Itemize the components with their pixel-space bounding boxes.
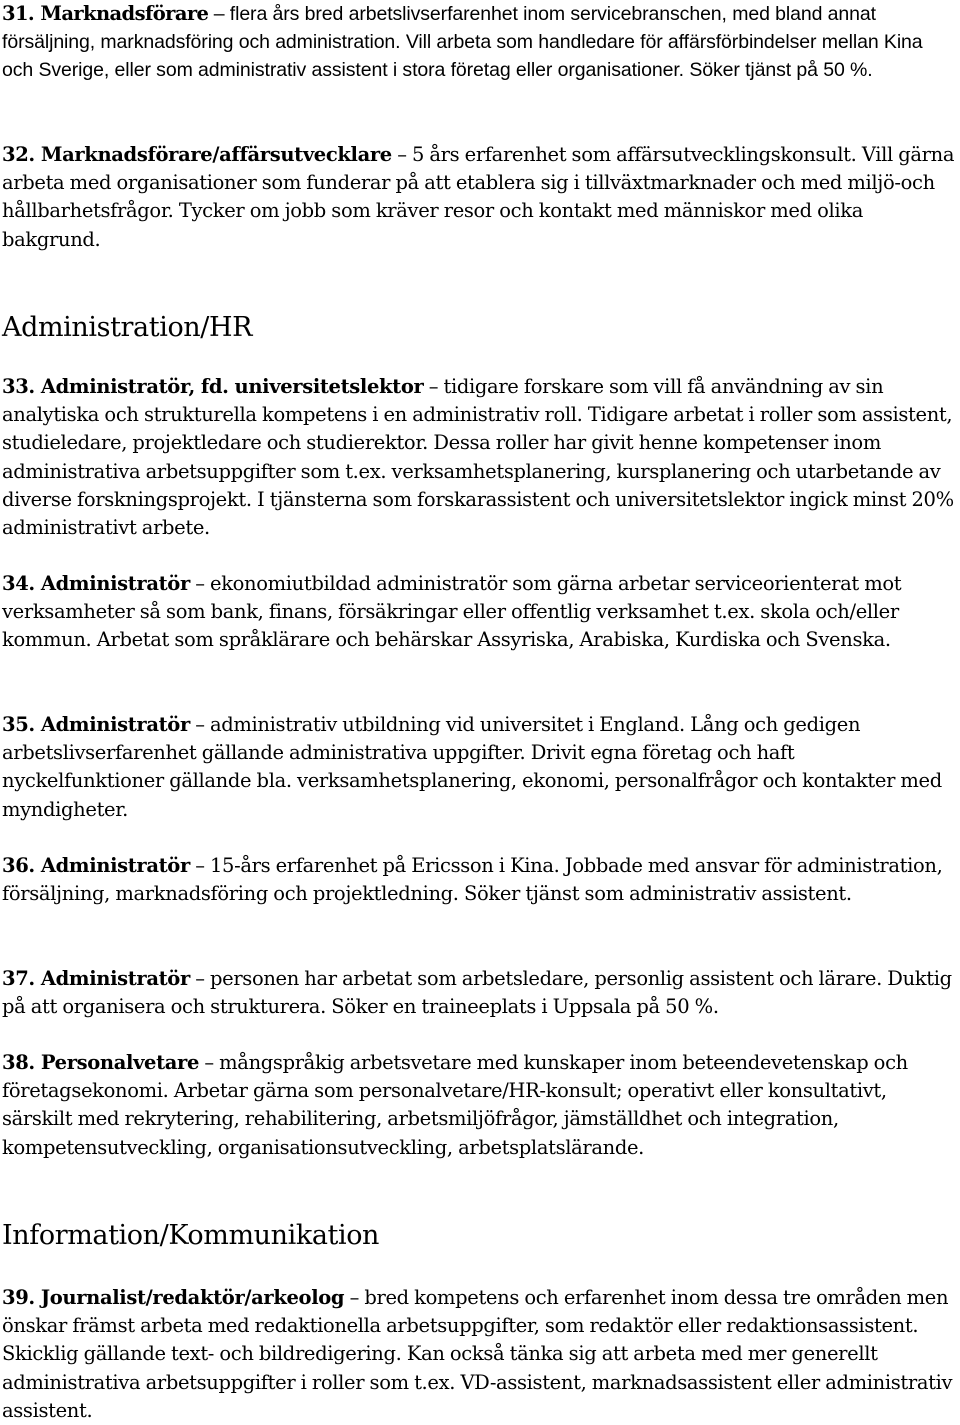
- list-item: [2, 0, 958, 85]
- entry-number: 34.: [2, 572, 35, 595]
- entry-dash: –: [195, 572, 205, 595]
- entry-body: personen har arbetat som arbetsledare, personlig assistent och lärare. Duktig på att organisera och strukturera. Söker en traineeplats i Uppsala på 50 %.: [2, 967, 952, 1019]
- list-item: [2, 373, 958, 542]
- entry-body: ekonomiutbildad administratör som gärna arbetar serviceorienterat mot verksamheter så som bank, finans, försäkringar eller offentlig verksamhet t.ex. skola och/eller kommun. Arbetat som språklärare och behärskar Assyriska, Arabiska, Kurdiska och Svenska.: [2, 572, 902, 652]
- entry-heading: [2, 967, 190, 990]
- entry-number: 31.: [2, 2, 35, 25]
- entry-title: Personalvetare: [40, 1051, 200, 1074]
- entry-dash: –: [428, 375, 439, 398]
- list-item: [2, 1049, 958, 1162]
- entry-dash: –: [195, 854, 205, 877]
- list-item: [2, 570, 958, 655]
- list-item: [2, 1284, 958, 1425]
- entry-heading: [2, 713, 190, 736]
- list-item: [2, 141, 958, 254]
- entry-dash: –: [397, 143, 407, 166]
- entry-dash: –: [195, 967, 205, 990]
- section-heading-information: Information/Kommunikation: [2, 1220, 380, 1251]
- entry-title: Administratör: [40, 854, 190, 877]
- entry-dash: –: [204, 1051, 214, 1074]
- entry-body: 15-års erfarenhet på Ericsson i Kina. Jobbade med ansvar för administration, försäljning, marknadsföring och projektledning. Söker tjänst som administrativ assistent.: [2, 854, 943, 906]
- entry-dash: –: [213, 3, 225, 25]
- entry-title: Journalist/redaktör/arkeolog: [40, 1286, 345, 1309]
- entry-heading: [2, 2, 208, 25]
- list-item: [2, 965, 958, 1021]
- list-item: [2, 711, 958, 824]
- entry-number: 36.: [2, 854, 35, 877]
- entry-heading: [2, 854, 190, 877]
- entry-body: mångspråkig arbetsvetare med kunskaper inom beteendevetenskap och företagsekonomi. Arbetar gärna som personalvetare/HR-konsult; operativt eller konsultativt, särskilt med rekrytering, rehabilitering, arbetsmiljöfrågor, jämställdhet och integration, kompetensutveckling, organisationsutveckling, arbetsplatslärande.: [2, 1051, 908, 1159]
- entry-body: tidigare forskare som vill få användning av sin analytiska och strukturella kompetens i en administrativ roll. Tidigare arbetat i roller som assistent, studieledare, projektledare och studierektor. Dessa roller har givit henne kompetenser inom administrativa arbetsuppgifter som t.ex. verksamhetsplanering, kursplanering och utarbetande av diverse forskningsprojekt. I tjänsterna som forskarassistent och universitetslektor ingick minst 20% administrativt arbete.: [2, 375, 954, 540]
- entry-number: 35.: [2, 713, 35, 736]
- entry-heading: [2, 375, 423, 398]
- entry-title: Administratör: [40, 713, 190, 736]
- entry-number: 39.: [2, 1286, 35, 1309]
- entry-body: 5 års erfarenhet som affärsutvecklingskonsult. Vill gärna arbeta med organisationer som funderar på att etablera sig i tillväxtmarknader och med miljö-och hållbarhetsfrågor. Tycker om jobb som kräver resor och kontakt med människor med olika bakgrund.: [2, 143, 955, 251]
- entry-dash: –: [195, 713, 205, 736]
- entry-body: flera års bred arbetslivserfarenhet inom servicebranschen, med bland annat försäljning, marknadsföring och administration. Vill arbeta som handledare för affärsförbindelser mellan Kina och Sverige, eller som administrativ assistent i stora företag eller organisationer. Söker tjänst på 50 %.: [2, 3, 923, 82]
- entry-title: Administratör: [40, 967, 190, 990]
- entry-heading: [2, 572, 190, 595]
- entry-heading: [2, 143, 392, 166]
- entry-title: Marknadsförare/affärsutvecklare: [40, 143, 392, 166]
- entry-title: Marknadsförare: [40, 2, 209, 25]
- entry-heading: [2, 1286, 344, 1309]
- entry-title: Administratör, fd. universitetslektor: [40, 375, 424, 398]
- entry-heading: [2, 1051, 199, 1074]
- entry-body: administrativ utbildning vid universitet i England. Lång och gedigen arbetslivserfarenhet gällande administrativa uppgifter. Drivit egna företag och haft nyckelfunktioner gällande bla. verksamhetsplanering, ekonomi, personalfrågor och kontakter med myndigheter.: [2, 713, 942, 821]
- list-item: [2, 852, 958, 908]
- entry-number: 38.: [2, 1051, 35, 1074]
- entry-number: 37.: [2, 967, 35, 990]
- section-heading-administration: Administration/HR: [2, 312, 253, 343]
- entry-body: bred kompetens och erfarenhet inom dessa tre områden men önskar främst arbeta med redaktionella arbetsuppgifter, som redaktör eller redaktionsassistent. Skicklig gällande text- och bildredigering. Kan också tänka sig att arbeta med mer generellt administrativa arbetsuppgifter i roller som t.ex. VD-assistent, marknadsassistent eller administrativ assistent.: [2, 1286, 953, 1422]
- entry-title: Administratör: [40, 572, 190, 595]
- entry-dash: –: [349, 1286, 359, 1309]
- entry-number: 33.: [2, 375, 35, 398]
- entry-number: 32.: [2, 143, 35, 166]
